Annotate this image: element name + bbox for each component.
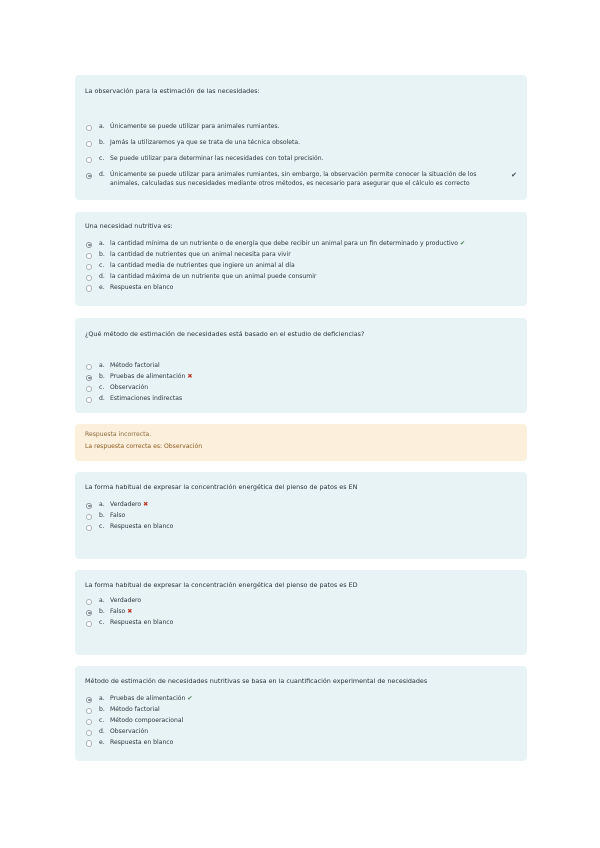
radio-button[interactable] [86,157,92,163]
correct-answer-text: La respuesta correcta es: Observación [85,443,203,450]
question-card-1 [75,75,527,200]
feedback-box [75,424,527,461]
cross-icon: ✖ [143,501,149,509]
check-icon: ✔ [460,240,466,248]
answer-option-d[interactable]: d. la cantidad máxima de un nutriente que un animal puede consumir [85,272,517,283]
question-text: Una necesidad nutritiva es: [85,222,173,230]
radio-button[interactable] [86,386,92,392]
options-list [85,694,517,749]
answer-option-c[interactable]: c. Respuesta en blanco [85,618,517,629]
options-list [85,122,517,189]
answer-option-a[interactable]: a. la cantidad mínima de un nutriente o de energía que debe recibir un animal para un fin determinado y productivo ✔ [85,239,517,250]
answer-option-b[interactable]: b. Pruebas de alimentación ✖ [85,372,517,383]
question-card-6 [75,666,527,761]
answer-option-a[interactable]: a. Únicamente se puede utilizar para animales rumiantes. [85,122,517,133]
radio-button-selected[interactable] [86,503,92,509]
answer-option-c[interactable]: c. la cantidad media de nutrientes que ingiere un animal al día [85,261,517,272]
options-list [85,239,517,294]
radio-button[interactable] [86,708,92,714]
answer-option-c[interactable]: c. Método compoeracional [85,716,517,727]
radio-button[interactable] [86,621,92,627]
radio-button[interactable] [86,141,92,147]
answer-option-b[interactable]: b. Falso ✖ [85,607,517,618]
radio-button[interactable] [86,599,92,605]
question-text: La observación para la estimación de las necesidades: [85,87,260,95]
radio-button-selected[interactable] [86,610,92,616]
answer-option-a[interactable]: a. Pruebas de alimentación ✔ [85,694,517,705]
question-text: Método de estimación de necesidades nutritivas se basa en la cuantificación experimental de necesidades [85,677,428,685]
answer-option-d[interactable]: d. Observación [85,727,517,738]
answer-option-c[interactable]: c. Observación [85,383,517,394]
answer-option-c[interactable]: c. Respuesta en blanco [85,522,517,533]
answer-option-d[interactable]: d. Estimaciones indirectas [85,394,517,405]
answer-option-b[interactable]: b. Método factorial [85,705,517,716]
radio-button[interactable] [86,719,92,725]
question-text: La forma habitual de expresar la concentración energética del pienso de patos es ED [85,581,358,589]
radio-button-selected[interactable] [86,173,92,179]
radio-button[interactable] [86,264,92,270]
answer-option-d[interactable]: d. Únicamente se puede utilizar para animales rumiantes, sin embargo, la observación permite conocer la situación de los animales, calculadas sus necesidades mediante otros métodos, es necesario para asegurar que el cálculo es correcto ✔ [85,170,517,190]
cross-icon: ✖ [187,373,193,381]
options-list [85,500,517,533]
radio-button[interactable] [86,525,92,531]
radio-button[interactable] [86,364,92,370]
radio-button[interactable] [86,397,92,403]
question-text: ¿Qué método de estimación de necesidades está basado en el estudio de deficiencias? [85,330,365,338]
answer-option-a[interactable]: a. Verdadero ✖ [85,500,517,511]
feedback-title: Respuesta incorrecta. [85,431,152,438]
question-text: La forma habitual de expresar la concentración energética del pienso de patos es EN [85,483,358,491]
answer-option-a[interactable]: a. Método factorial [85,361,517,372]
options-list [85,596,517,629]
question-card-5 [75,570,527,655]
radio-button-selected[interactable] [86,242,92,248]
check-icon: ✔ [511,171,517,180]
question-card-3 [75,318,527,413]
radio-button[interactable] [86,285,92,291]
answer-option-b[interactable]: b. la cantidad de nutrientes que un animal necesita para vivir [85,250,517,261]
radio-button[interactable] [86,514,92,520]
question-card-2 [75,212,527,306]
radio-button[interactable] [86,740,92,746]
question-card-4 [75,472,527,559]
radio-button-selected[interactable] [86,375,92,381]
radio-button[interactable] [86,125,92,131]
answer-option-c[interactable]: c. Se puede utilizar para determinar las necesidades con total precisión. [85,154,517,165]
radio-button[interactable] [86,253,92,259]
answer-option-e[interactable]: e. Respuesta en blanco [85,283,517,294]
radio-button[interactable] [86,275,92,281]
answer-option-b[interactable]: b. Jamás la utilizaremos ya que se trata de una técnica obsoleta. [85,138,517,149]
answer-option-b[interactable]: b. Falso [85,511,517,522]
radio-button[interactable] [86,730,92,736]
answer-option-a[interactable]: a. Verdadero [85,596,517,607]
answer-option-e[interactable]: e. Respuesta en blanco [85,738,517,749]
options-list [85,361,517,405]
check-icon: ✔ [187,695,193,703]
cross-icon: ✖ [127,608,133,616]
radio-button-selected[interactable] [86,697,92,703]
